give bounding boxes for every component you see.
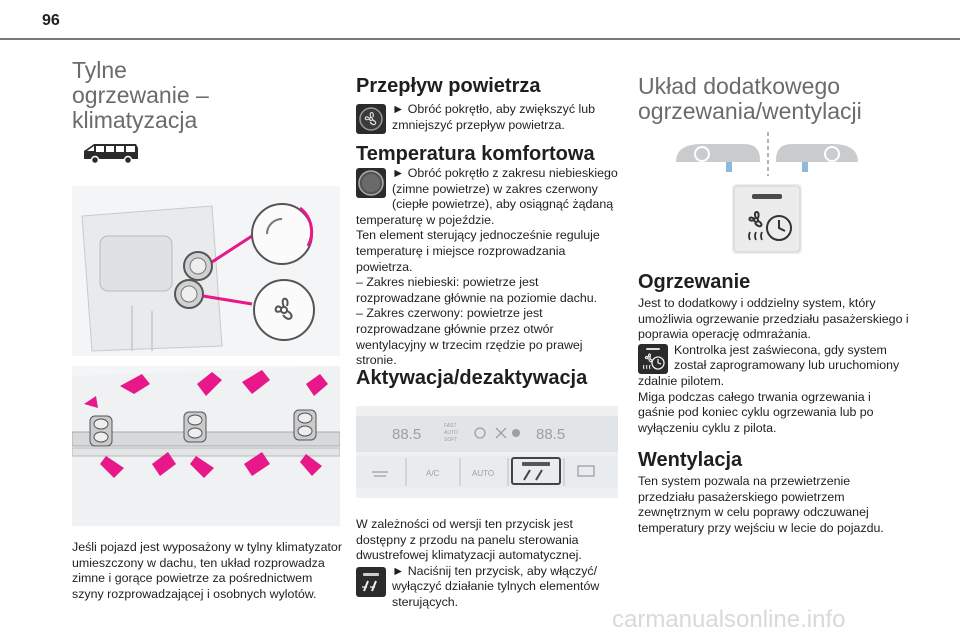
van-icon [82, 140, 140, 164]
rear-heating-column [72, 58, 340, 133]
heating-paragraph-3: Miga podczas całego trwania ogrzewania i gaśnie pod koniec cyklu ogrzewania lub po wyłączeniu cyklu z pilota. [638, 389, 874, 435]
auto-mode-label: AUTO [444, 430, 458, 436]
title-line-1: Układ dodatkowego [638, 73, 841, 99]
red-range-note: – Zakres czerwony: powietrze jest rozprowadzane głównie przez otwór wentylacyjny w trzecim rzędzie po prawej stronie. [356, 306, 583, 368]
activation-section [356, 517, 624, 611]
auto-button-label: AUTO [472, 469, 495, 478]
heating-section [638, 296, 910, 436]
heater-button-illustration [732, 184, 802, 254]
auxiliary-heating-title [638, 74, 918, 124]
watermark: carmanualsonline.info [612, 606, 846, 633]
rear-controls-button-icon [356, 567, 386, 597]
heating-paragraph-2: Kontrolka jest zaświecona, gdy system został zaprogramowany lub uruchomiony zdalnie pilotem. [638, 342, 900, 388]
rear-controls-illustration [72, 186, 340, 356]
title-line-2: ogrzewania/wentylacji [638, 98, 862, 124]
temperature-section [356, 166, 624, 369]
top-divider [0, 38, 960, 40]
heating-paragraph-1: Jest to dodatkowy i oddzielny system, który umożliwia ogrzewanie przedziału pasażerskiego i poprawia operację odmrażania. [638, 296, 909, 342]
airflow-section [356, 102, 624, 134]
temperature-note: Ten element sterujący jednocześnie reguluje temperaturę i miejsce rozprowadzania powietrza. [356, 228, 600, 274]
title-line-2: ogrzewanie – klimatyzacja [72, 82, 209, 133]
ac-button-label: A/C [426, 469, 440, 478]
blue-range-note: – Zakres niebieski: powietrze jest rozprowadzane głównie na poziomie dachu. [356, 275, 598, 305]
page-number: 96 [42, 12, 60, 29]
display-left: 88.5 [392, 426, 422, 443]
activation-heading: Aktywacja/dezaktywacja [356, 367, 588, 389]
dashboard-variants-illustration [672, 132, 862, 176]
ventilation-section [638, 474, 910, 536]
rear-heating-text: Jeśli pojazd jest wyposażony w tylny klimatyzator umieszczony w dachu, ten układ rozprowadza zimne i gorące powietrze za pośrednictwem szyny rozprowadzającej i osobnych wylotów. [72, 540, 342, 601]
ventilation-paragraph: Ten system pozwala na przewietrzenie przedziału pasażerskiego powietrzem zewnętrznym w celu poprawy odczuwanej temperatury przy wejściu w lecie do pojazdu. [638, 474, 884, 535]
ventilation-heading: Wentylacja [638, 449, 743, 471]
airflow-heading: Przepływ powietrza [356, 75, 541, 97]
heating-heading: Ogrzewanie [638, 271, 751, 293]
temperature-heading: Temperatura komfortowa [356, 143, 595, 165]
rear-heating-paragraph [72, 540, 344, 602]
rear-heating-title [72, 58, 340, 133]
airflow-instruction: ► Obróć pokrętło, aby zwiększyć lub zmniejszyć przepływ powietrza. [392, 102, 596, 132]
activation-paragraph: W zależności od wersji ten przycisk jest dostępny z przodu na panelu sterowania dwustrefowej klimatyzacji automatycznej. [356, 517, 582, 563]
fan-knob-icon [356, 104, 386, 134]
front-climate-panel [356, 406, 618, 498]
fast-label: FAST [444, 423, 457, 429]
display-right: 88.5 [536, 426, 566, 443]
soft-label: SOFT [444, 437, 458, 443]
activation-instruction: ► Naciśnij ten przycisk, aby włączyć/ wyłączyć działanie tylnych elementów sterujących. [392, 563, 600, 609]
ceiling-vents-illustration [72, 366, 340, 526]
heater-indicator-icon [638, 344, 668, 374]
title-line-1: Tylne [72, 57, 127, 83]
temperature-knob-icon [356, 168, 386, 198]
temperature-instruction: ► Obróć pokrętło z zakresu niebieskiego (zimne powietrze) w zakres czerwony (ciepłe powietrze), aby osiągnąć żądaną temperaturę w pojeździe. [356, 166, 618, 227]
